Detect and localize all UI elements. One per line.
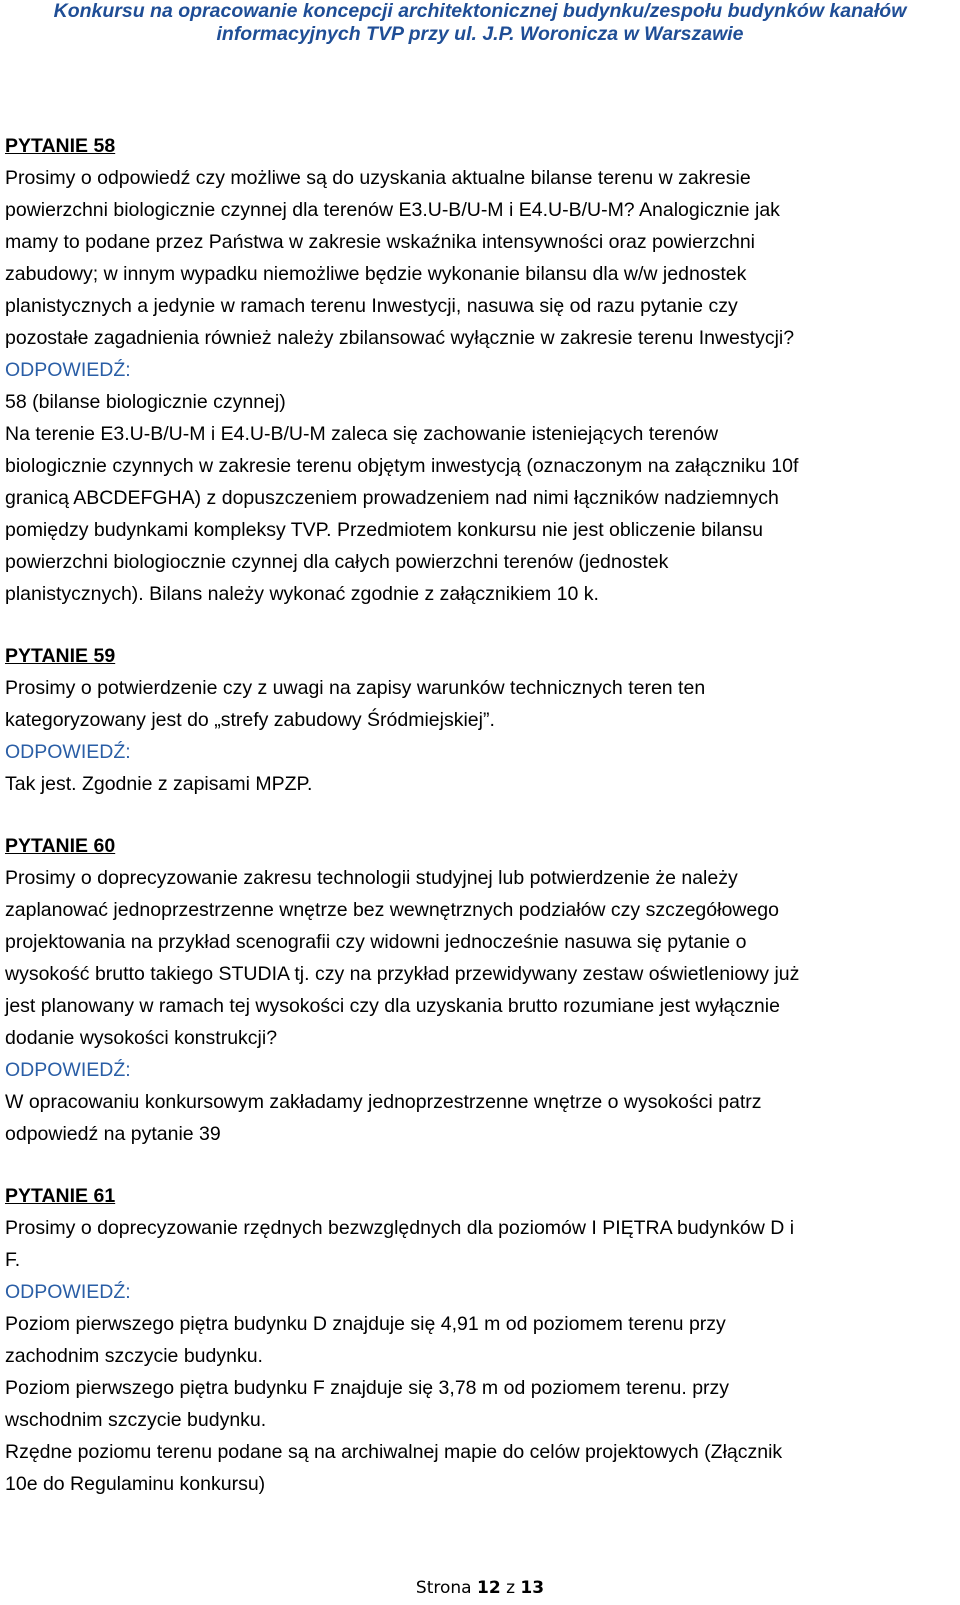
answer-text-line: 10e do Regulaminu konkursu)	[5, 1473, 266, 1495]
answer-text-line: odpowiedź na pytanie 39	[5, 1123, 221, 1145]
answer-label: ODPOWIEDŹ:	[5, 741, 131, 763]
header-title-line-2: informacyjnych TVP przy ul. J.P. Woronicza w Warszawie	[216, 23, 744, 45]
answer-label: ODPOWIEDŹ:	[5, 1059, 131, 1081]
question-text-line: planistycznych a jedynie w ramach terenu Inwestycji, nasuwa się od razu pytanie czy	[5, 295, 738, 317]
question-text-line: pozostałe zagadnienia również należy zbilansować wyłącznie w zakresie terenu Inwestycji?	[5, 327, 795, 349]
question-text-line: zabudowy; w innym wypadku niemożliwe będzie wykonanie bilansu dla w/w jednostek	[5, 263, 747, 285]
question-heading: PYTANIE 61	[5, 1185, 116, 1207]
page-label: Strona	[415, 1578, 472, 1598]
question-section-61	[5, 1180, 945, 1500]
answer-label: ODPOWIEDŹ:	[5, 359, 131, 381]
question-heading: PYTANIE 60	[5, 835, 116, 857]
answer-text-line: pomiędzy budynkami kompleksy TVP. Przedmiotem konkursu nie jest obliczenie bilansu	[5, 519, 763, 541]
question-text-line: projektowania na przykład scenografii czy widowni jednocześnie nasuwa się pytanie o	[5, 931, 747, 953]
question-text-line: jest planowany w ramach tej wysokości czy dla uzyskania brutto rozumiane jest wyłącznie	[5, 995, 780, 1017]
page-footer	[0, 1578, 960, 1598]
answer-label: ODPOWIEDŹ:	[5, 1281, 131, 1303]
header-title-line-1: Konkursu na opracowanie koncepcji architektonicznej budynku/zespołu budynków kanałów	[53, 0, 907, 22]
answer-text-line: Tak jest. Zgodnie z zapisami MPZP.	[5, 773, 313, 795]
question-text-line: Prosimy o doprecyzowanie zakresu technologii studyjnej lub potwierdzenie że należy	[5, 867, 738, 889]
answer-text-line: Rzędne poziomu terenu podane są na archiwalnej mapie do celów projektowych (Złącznik	[5, 1441, 783, 1463]
question-heading: PYTANIE 58	[5, 135, 116, 157]
page-number: 12	[476, 1578, 501, 1598]
question-text-line: F.	[5, 1249, 21, 1271]
answer-text-line: Poziom pierwszego piętra budynku D znajduje się 4,91 m od poziomem terenu przy	[5, 1313, 726, 1335]
question-text-line: Prosimy o potwierdzenie czy z uwagi na zapisy warunków technicznych teren ten	[5, 677, 706, 699]
answer-text-line: 58 (bilanse biologicznie czynnej)	[5, 391, 286, 413]
question-text-line: wysokość brutto takiego STUDIA tj. czy na przykład przewidywany zestaw oświetleniowy już	[5, 963, 800, 985]
answer-text-line: granicą ABCDEFGHA) z dopuszczeniem prowadzeniem nad nimi łączników nadziemnych	[5, 487, 779, 509]
answer-text-line: wschodnim szczycie budynku.	[5, 1409, 267, 1431]
question-text-line: mamy to podane przez Państwa w zakresie wskaźnika intensywności oraz powierzchni	[5, 231, 755, 253]
question-section-59	[5, 640, 945, 800]
question-text-line: Prosimy o doprecyzowanie rzędnych bezwzględnych dla poziomów I PIĘTRA budynków D i	[5, 1217, 795, 1239]
question-text-line: kategoryzowany jest do „strefy zabudowy Śródmiejskiej”.	[5, 709, 495, 731]
answer-text-line: zachodnim szczycie budynku.	[5, 1345, 263, 1367]
answer-text-line: Na terenie E3.U-B/U-M i E4.U-B/U-M zaleca się zachowanie isteniejących terenów	[5, 423, 719, 445]
answer-text-line: W opracowaniu konkursowym zakładamy jednoprzestrzenne wnętrze o wysokości patrz	[5, 1091, 762, 1113]
answer-text-line: powierzchni biologiocznie czynnej dla całych powierzchni terenów (jednostek	[5, 551, 669, 573]
page-separator: z	[506, 1578, 515, 1598]
question-text-line: dodanie wysokości konstrukcji?	[5, 1027, 278, 1049]
question-section-60	[5, 830, 945, 1150]
answer-text-line: Poziom pierwszego piętra budynku F znajduje się 3,78 m od poziomem terenu. przy	[5, 1377, 730, 1399]
page-total: 13	[520, 1578, 545, 1598]
question-text-line: powierzchni biologicznie czynnej dla terenów E3.U-B/U-M i E4.U-B/U-M? Analogicznie jak	[5, 199, 780, 221]
question-text-line: Prosimy o odpowiedź czy możliwe są do uzyskania aktualne bilanse terenu w zakresie	[5, 167, 751, 189]
document-body	[5, 130, 945, 1530]
answer-text-line: biologicznie czynnych w zakresie terenu objętym inwestycją (oznaczonym na załączniku 10f	[5, 455, 799, 477]
question-heading: PYTANIE 59	[5, 645, 116, 667]
question-text-line: zaplanować jednoprzestrzenne wnętrze bez wewnętrznych podziałów czy szczegółowego	[5, 899, 779, 921]
question-section-58	[5, 130, 945, 610]
answer-text-line: planistycznych). Bilans należy wykonać zgodnie z załącznikiem 10 k.	[5, 583, 599, 605]
